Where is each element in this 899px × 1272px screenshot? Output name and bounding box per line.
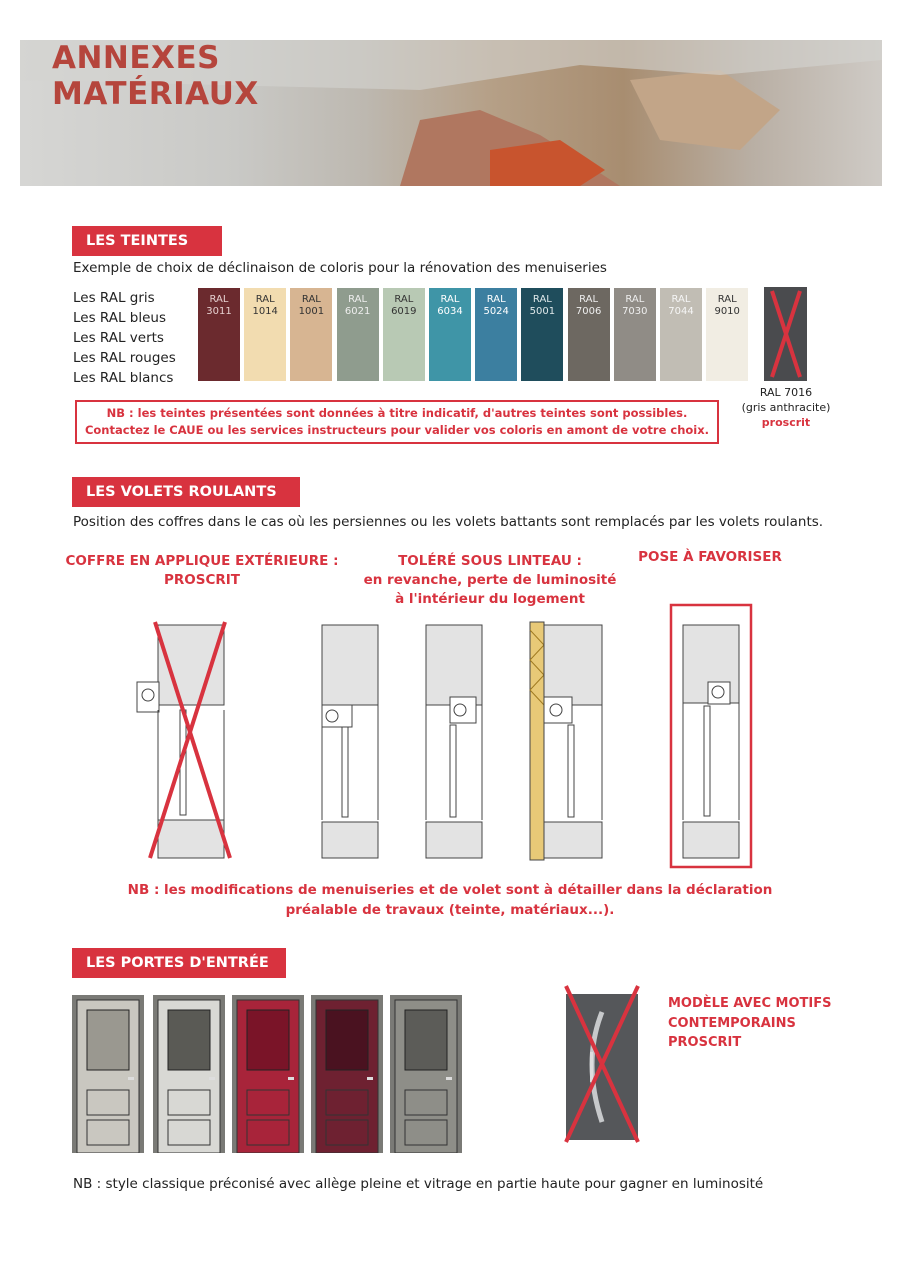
swatch-code: 1014 xyxy=(252,306,278,317)
note-line: Contactez le CAUE ou les services instructeurs pour valider vos coloris en amont de votre choix. xyxy=(84,423,710,437)
swatch-code: 7044 xyxy=(668,306,694,317)
door-image xyxy=(232,995,304,1153)
swatch-label: RAL xyxy=(348,294,368,305)
swatch-code: 7006 xyxy=(575,306,602,317)
ral-category: Les RAL rouges xyxy=(73,350,176,366)
ral-swatch-3011 xyxy=(198,288,240,381)
section-heading-teintes: LES TEINTES xyxy=(72,226,222,256)
swatch-code: 6034 xyxy=(437,306,463,317)
ral-category: Les RAL verts xyxy=(73,330,164,346)
title-line-1: ANNEXES xyxy=(52,40,220,76)
caption-line: RAL 7016 xyxy=(759,386,813,399)
swatch-code: 3011 xyxy=(206,306,232,317)
proscrit-door-image xyxy=(562,982,644,1146)
swatch-code: 5024 xyxy=(483,306,509,317)
ral-swatch-6021 xyxy=(337,288,379,381)
heading-line: en revanche, perte de luminosité xyxy=(363,572,617,588)
title-line-2: MATÉRIAUX xyxy=(52,76,259,112)
ral-swatch-6019 xyxy=(383,288,425,381)
ral-7016-caption xyxy=(730,385,842,430)
diagram-favoriser xyxy=(671,605,751,867)
portes-note: NB : style classique préconisé avec allège pleine et vitrage en partie haute pour gagner en luminosité xyxy=(73,1176,764,1192)
teintes-note xyxy=(75,400,719,444)
proscrit-cross-icon xyxy=(764,287,807,381)
swatch-code: 1001 xyxy=(298,306,325,317)
heading-line: à l'intérieur du logement xyxy=(395,591,585,607)
heading-line: COFFRE EN APPLIQUE EXTÉRIEURE : xyxy=(65,553,339,569)
caption-proscrit: proscrit xyxy=(761,416,811,429)
ral-swatch-6034 xyxy=(429,288,471,381)
volets-diagrams xyxy=(120,600,770,870)
ral-7016-swatch xyxy=(764,287,807,381)
note-line: NB : les teintes présentées sont données à titre indicatif, d'autres teintes sont possibles. xyxy=(106,406,688,420)
ral-category: Les RAL blancs xyxy=(73,370,174,386)
page-title xyxy=(52,40,259,112)
swatch-label: RAL xyxy=(671,294,691,305)
ral-category: Les RAL gris xyxy=(73,290,155,306)
door-image xyxy=(153,995,225,1153)
volets-note xyxy=(80,880,820,920)
heading-line: PROSCRIT xyxy=(163,572,241,588)
swatch-label: RAL xyxy=(625,294,645,305)
swatch-label: RAL xyxy=(394,294,414,305)
note-line: préalable de travaux (teinte, matériaux...). xyxy=(285,902,615,918)
swatch-label: RAL xyxy=(301,294,321,305)
swatch-label: RAL xyxy=(209,294,229,305)
col-favoriser-heading: POSE À FAVORISER xyxy=(638,549,782,565)
ral-swatch-1001 xyxy=(290,288,332,381)
ral-swatch-7030 xyxy=(614,288,656,381)
caption-line: MODÈLE AVEC MOTIFS xyxy=(668,996,832,1011)
caption-line: (gris anthracite) xyxy=(741,401,831,414)
diagram-applique xyxy=(137,622,230,858)
door-proscrit xyxy=(562,982,644,1146)
ral-swatch-5001 xyxy=(521,288,563,381)
caption-line: CONTEMPORAINS xyxy=(668,1015,796,1031)
volets-intro: Position des coffres dans le cas où les persiennes ou les volets battants sont remplacés par les volets roulants. xyxy=(73,514,824,530)
ral-swatch-1014 xyxy=(244,288,286,381)
swatch-code: 6019 xyxy=(391,306,417,317)
section-heading-portes: LES PORTES D'ENTRÉE xyxy=(72,948,286,978)
diagram-linteau-2 xyxy=(426,625,482,858)
door-image xyxy=(311,995,383,1153)
ral-category: Les RAL bleus xyxy=(73,310,167,326)
ral-category-list xyxy=(73,288,176,388)
section-heading-volets: LES VOLETS ROULANTS xyxy=(72,477,300,507)
heading-line: TOLÉRÉ SOUS LINTEAU : xyxy=(398,553,582,569)
col-applique-heading xyxy=(62,552,342,590)
note-line: NB : les modifications de menuiseries et de volet sont à détailler dans la déclaration xyxy=(127,882,773,898)
swatch-label: RAL xyxy=(717,294,737,305)
swatch-code: 6021 xyxy=(344,306,371,317)
swatch-code: 5001 xyxy=(529,306,556,317)
ral-swatch-5024 xyxy=(475,288,517,381)
swatch-label: RAL xyxy=(486,294,506,305)
swatch-code: 9010 xyxy=(714,306,740,317)
ral-swatch-9010 xyxy=(706,288,748,381)
proscrit-door-caption xyxy=(668,994,831,1053)
door-image xyxy=(390,995,462,1153)
door-image xyxy=(72,995,144,1153)
swatch-label: RAL xyxy=(532,294,552,305)
swatch-code: 7030 xyxy=(622,306,648,317)
swatch-label: RAL xyxy=(255,294,275,305)
ral-swatch-7006 xyxy=(568,288,610,381)
ral-swatch-7044 xyxy=(660,288,702,381)
swatch-label: RAL xyxy=(440,294,460,305)
diagram-linteau-1 xyxy=(322,625,378,858)
caption-line: PROSCRIT xyxy=(668,1035,742,1050)
diagram-linteau-isolation xyxy=(530,622,602,860)
swatch-label: RAL xyxy=(579,294,599,305)
teintes-intro: Exemple de choix de déclinaison de coloris pour la rénovation des menuiseries xyxy=(73,260,607,276)
